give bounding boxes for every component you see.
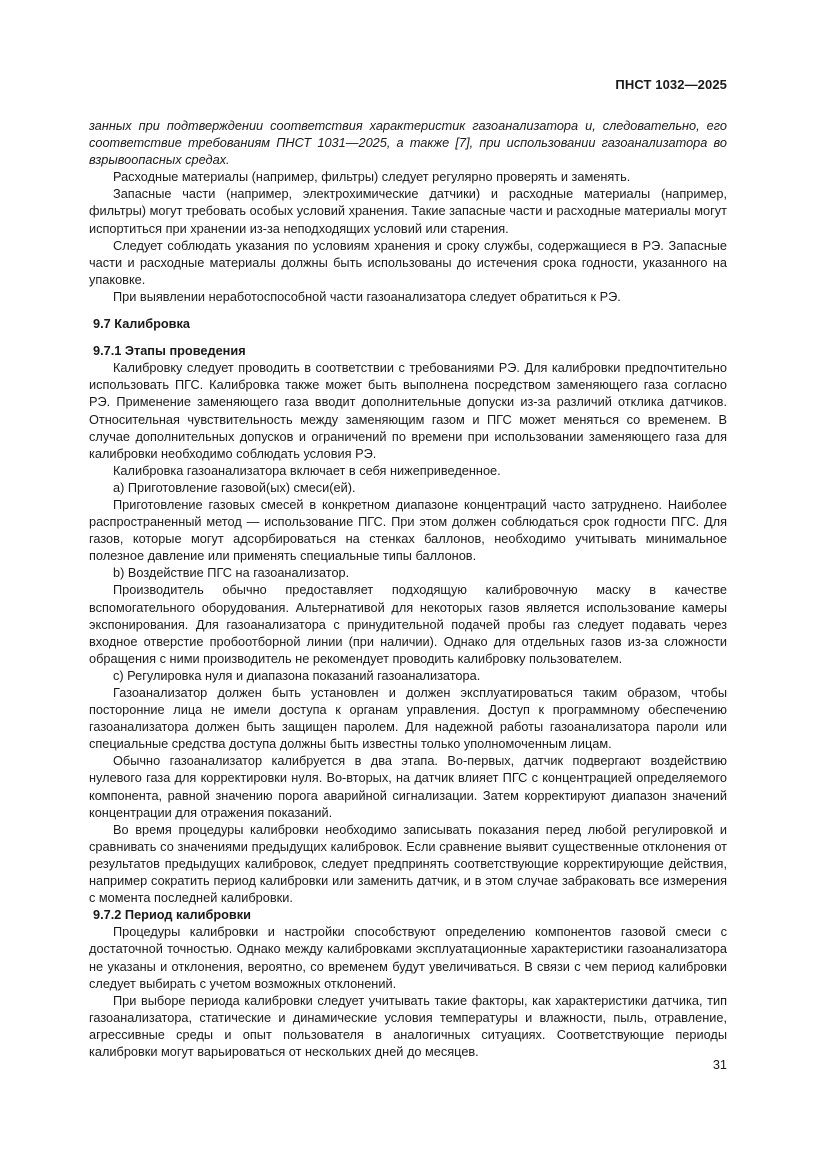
list-item-b: b) Воздействие ПГС на газоанализатор. [113, 565, 350, 581]
paragraph: Запасные части (например, электрохимические датчики) и расходные материалы (например, фильтры) могут требовать особых условий хранения. Такие запасные части и расходные материалы могут испортиться при хранении из-за неподходящих условий или старения. [89, 186, 727, 236]
section-heading-9-7: 9.7 Калибровка [93, 316, 190, 332]
paragraph: Расходные материалы (например, фильтры) следует регулярно проверять и заменять. [113, 169, 631, 185]
paragraph: Газоанализатор должен быть установлен и должен эксплуатироваться таким образом, чтобы посторонние лица не имели доступа к органам управления. Доступ к программному обеспечению газоанализатора должен быть защищен паролем. Для надежной работы газоанализатора пароли или специальные средства доступа должны быть известны только уполномоченным лицам. [89, 685, 727, 752]
paragraph: При выявлении неработоспособной части газоанализатора следует обратиться к РЭ. [113, 288, 621, 304]
paragraph: Приготовление газовых смесей в конкретном диапазоне концентраций часто затруднено. Наиболее распространенный метод — использование ПГС. При этом должен соблюдаться срок годности ПГС. Для газов, которые могут адсорбироваться на стенках баллонов, необходимо учитывать минимальное полезное давление или применять специальные типы баллонов. [89, 496, 727, 564]
paragraph: Во время процедуры калибровки необходимо записывать показания перед любой регулировкой и сравнивать со значениями предыдущих калибровок. Если сравнение выявит существенные отклонения от результатов предыдущих калибровок, следует предпринять соответствующие корректирующие действия, например сократить период калибровки или заменить датчик, и в этом случае забраковать все измерения с момента последней калибровки. [89, 821, 727, 906]
paragraph: Производитель обычно предоставляет подходящую калибровочную маску в качестве вспомогательного оборудования. Альтернативой для некоторых газов является использование камеры экспонирования. Для газоанализатора с принудительной подачей пробы газ следует подавать через входное отверстие пробоотборной линии (при наличии). Однако для отдельных газов из-за сложности обращения с ними производитель не рекомендует проводить калибровку пользователем. [89, 582, 727, 666]
page-content [89, 117, 727, 1060]
paragraph: Обычно газоанализатор калибруется в два этапа. Во-первых, датчик подвергают воздействию нулевого газа для корректировки нуля. Во-вторых, на датчик влияет ПГС с концентрацией определяемого компонента, равной значению порога аварийной сигнализации. Затем корректируют диапазон значений концентрации для отражения показаний. [89, 753, 727, 820]
list-item-c: c) Регулировка нуля и диапазона показаний газоанализатора. [113, 667, 481, 683]
paragraph: Калибровка газоанализатора включает в себя нижеприведенное. [113, 462, 501, 478]
document-code: ПНСТ 1032—2025 [615, 77, 727, 92]
subsection-heading-9-7-2: 9.7.2 Период калибровки [93, 907, 251, 923]
paragraph: При выборе периода калибровки следует учитывать такие факторы, как характеристики датчика, тип газоанализатора, статические и динамические условия температуры и влажности, пыль, отравление, агрессивные среды и опыт пользователя в аналогичных ситуациях. Соответствующие периоды калибровки могут варьироваться от нескольких дней до месяцев. [89, 992, 727, 1059]
paragraph: Следует соблюдать указания по условиям хранения и сроку службы, содержащиеся в РЭ. Запасные части и расходные материалы должны быть использованы до истечения срока годности, указанного на упаковке. [89, 237, 727, 287]
continuation-paragraph: занных при подтверждении соответствия характеристик газоанализатора и, следовательно, его соответствие требованиям ПНСТ 1031—2025, а также [7], при использовании газоанализатора во взрывоопасных средах. [89, 118, 727, 168]
paragraph: Процедуры калибровки и настройки способствуют определению компонентов газовой смеси с достаточной точностью. Однако между калибровками эксплуатационные характеристики газоанализатора не указаны и отклонения, вероятно, со временем будут увеличиваться. В связи с чем период калибровки следует выбирать с учетом возможных отклонений. [89, 924, 727, 991]
paragraph: Калибровку следует проводить в соответствии с требованиями РЭ. Для калибровки предпочтительно использовать ПГС. Калибровка также может быть выполнена посредством заменяющего газа согласно РЭ. Применение заменяющего газа вводит дополнительные допуски из-за различий отклика датчиков. Относительная чувствительность между заменяющим газом и ПГС может меняться со временем. В случае дополнительных допусков и ограничений по времени при использовании заменяющего газа для калибровки необходимо соблюдать условия РЭ. [89, 360, 727, 461]
subsection-heading-9-7-1: 9.7.1 Этапы проведения [93, 343, 246, 359]
list-item-a: а) Приготовление газовой(ых) смеси(ей). [113, 479, 356, 495]
page-number: 31 [712, 1057, 727, 1072]
